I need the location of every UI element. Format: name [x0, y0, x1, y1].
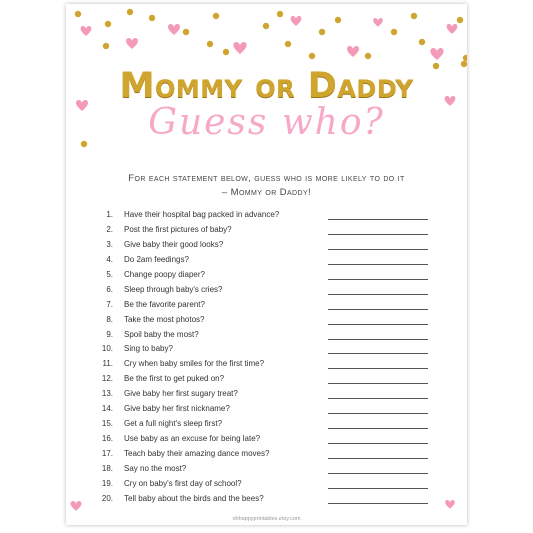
- question-row: [66, 358, 467, 373]
- confetti-dot: [263, 23, 269, 29]
- answer-line[interactable]: [328, 383, 428, 384]
- question-row: [66, 239, 467, 254]
- question-number: 5.: [106, 269, 113, 279]
- instructions-line: – Mommy or Daddy!: [221, 187, 312, 198]
- question-row: [66, 463, 467, 478]
- question-text: Teach baby their amazing dance moves?: [124, 449, 270, 458]
- question-text: Give baby her first sugary treat?: [124, 389, 238, 399]
- answer-line[interactable]: [328, 503, 428, 504]
- heart-icon: [291, 16, 302, 26]
- printable-sheet: [66, 4, 467, 525]
- confetti-dot: [213, 13, 219, 19]
- question-number: 13.: [101, 389, 113, 399]
- question-number: 11.: [102, 359, 113, 369]
- footer-credit: ohhappyprintables.etsy.com: [232, 516, 301, 522]
- question-number: 8.: [106, 314, 113, 324]
- answer-line[interactable]: [328, 249, 428, 250]
- question-row: [66, 224, 467, 239]
- answer-line[interactable]: [328, 473, 428, 474]
- answer-line[interactable]: [328, 353, 428, 354]
- confetti-dot: [319, 29, 325, 35]
- question-text: Tell baby about the birds and the bees?: [124, 493, 264, 503]
- question-number: 2.: [106, 224, 113, 234]
- confetti-dot: [419, 39, 425, 45]
- question-number: 17.: [101, 449, 113, 458]
- heart-icon: [168, 24, 180, 35]
- question-text: Post the first pictures of baby?: [124, 224, 232, 234]
- question-text: Use baby as an excuse for being late?: [124, 434, 261, 444]
- answer-line[interactable]: [328, 368, 428, 369]
- answer-line[interactable]: [328, 428, 428, 429]
- question-row: [66, 284, 467, 299]
- question-number: 9.: [106, 329, 113, 339]
- confetti-dot: [127, 9, 133, 15]
- confetti-dot: [457, 17, 463, 23]
- question-row: [66, 314, 467, 329]
- question-number: 15.: [101, 419, 113, 429]
- question-text: Cry when baby smiles for the first time?: [124, 359, 265, 369]
- page-title: [66, 66, 467, 106]
- question-number: 12.: [101, 374, 113, 384]
- question-row: [66, 209, 467, 224]
- question-number: 14.: [101, 404, 113, 414]
- question-row: [66, 299, 467, 314]
- question-text: Take the most photos?: [124, 314, 205, 324]
- confetti-dot: [149, 15, 155, 21]
- title-word: ADDY: [337, 75, 414, 103]
- confetti-dot: [103, 43, 109, 49]
- question-text: Give baby her first nickname?: [124, 404, 230, 414]
- confetti-dot: [463, 55, 467, 61]
- heart-icon: [447, 24, 458, 34]
- question-number: 19.: [101, 478, 113, 488]
- answer-line[interactable]: [328, 234, 428, 235]
- question-text: Get a full night's sleep first?: [124, 419, 223, 429]
- question-text: Be the first to get puked on?: [124, 374, 225, 384]
- question-text: Give baby their good looks?: [124, 239, 224, 249]
- question-text: Change poopy diaper?: [124, 269, 205, 279]
- answer-line[interactable]: [328, 339, 428, 340]
- question-row: [66, 493, 467, 508]
- question-number: 18.: [101, 463, 113, 473]
- question-row: [66, 388, 467, 403]
- question-text: Do 2am feedings?: [124, 254, 189, 264]
- question-text: Cry on baby's first day of school?: [124, 478, 242, 488]
- question-text: Be the favorite parent?: [124, 299, 205, 309]
- answer-line[interactable]: [328, 324, 428, 325]
- question-number: 20.: [101, 493, 113, 503]
- question-number: 4.: [106, 254, 113, 264]
- confetti-dot: [285, 41, 291, 47]
- question-row: [66, 343, 467, 358]
- question-row: [66, 269, 467, 284]
- confetti-dot: [391, 29, 397, 35]
- question-row: [66, 254, 467, 269]
- question-number: 10.: [101, 344, 113, 354]
- question-row: [66, 418, 467, 433]
- instructions-line: For each statement below, guess who is more likely to do it: [128, 173, 405, 184]
- confetti-dot: [223, 49, 229, 55]
- answer-line[interactable]: [328, 443, 428, 444]
- confetti-dot: [207, 41, 213, 47]
- question-row: [66, 329, 467, 344]
- confetti-dot: [75, 11, 81, 17]
- heart-icon: [126, 38, 138, 49]
- question-row: [66, 433, 467, 448]
- answer-line[interactable]: [328, 309, 428, 310]
- answer-line[interactable]: [328, 458, 428, 459]
- confetti-dot: [183, 29, 189, 35]
- confetti-dot: [335, 17, 341, 23]
- question-text: Sleep through baby's cries?: [124, 284, 223, 294]
- title-word: OMMY: [154, 75, 243, 103]
- question-row: [66, 373, 467, 388]
- question-text: Spoil baby the most?: [124, 329, 199, 339]
- question-row: [66, 478, 467, 493]
- question-text: Say no the most?: [124, 463, 187, 473]
- answer-line[interactable]: [328, 488, 428, 489]
- question-text: Have their hospital bag packed in advance?: [124, 210, 280, 219]
- question-number: 3.: [106, 239, 113, 249]
- page-subtitle: Guess who?: [148, 102, 385, 143]
- confetti-dot: [365, 53, 371, 59]
- confetti-dot: [277, 11, 283, 17]
- heart-icon: [347, 46, 359, 57]
- confetti-dot: [309, 53, 315, 59]
- title-word: OR: [255, 75, 296, 103]
- question-number: 16.: [101, 434, 113, 444]
- heart-icon: [81, 26, 92, 36]
- title-letter: M: [119, 66, 155, 106]
- heart-icon: [233, 42, 246, 54]
- answer-line[interactable]: [328, 413, 428, 414]
- answer-line[interactable]: [328, 294, 428, 295]
- answer-line[interactable]: [328, 219, 428, 220]
- heart-icon: [430, 48, 443, 60]
- title-letter: D: [307, 66, 338, 106]
- question-number: 7.: [106, 299, 113, 309]
- question-text: Sing to baby?: [124, 344, 173, 354]
- answer-line[interactable]: [328, 279, 428, 280]
- question-row: [66, 403, 467, 418]
- confetti-dot: [411, 13, 417, 19]
- question-number: 6.: [106, 284, 113, 294]
- answer-line[interactable]: [328, 264, 428, 265]
- question-number: 1.: [106, 210, 113, 219]
- heart-icon: [373, 18, 383, 27]
- question-list: [66, 209, 467, 508]
- confetti-dot: [105, 21, 111, 27]
- instructions: [86, 172, 447, 200]
- question-row: [66, 448, 467, 463]
- answer-line[interactable]: [328, 398, 428, 399]
